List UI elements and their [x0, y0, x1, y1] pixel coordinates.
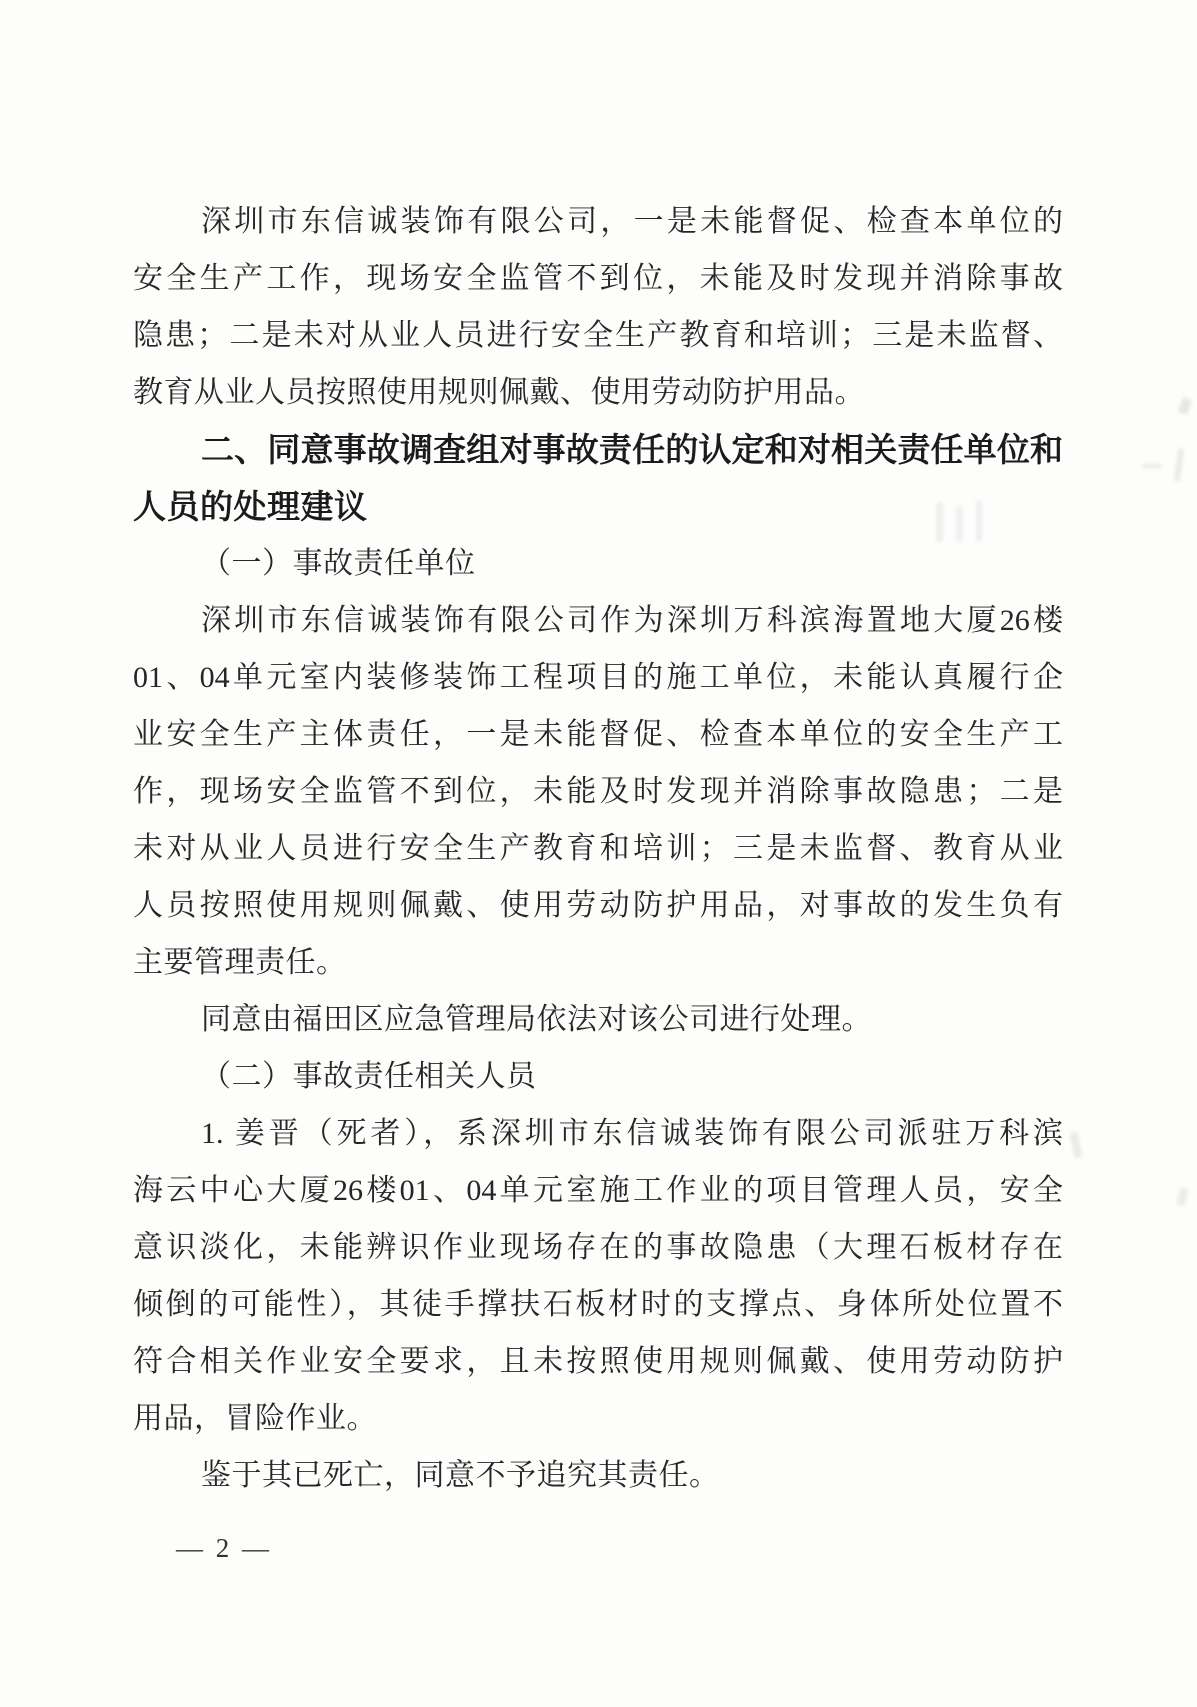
scan-artifact [1174, 448, 1185, 483]
document-line: 人员按照使用规则佩戴、使用劳动防护用品，对事故的发生负有 [133, 889, 1063, 922]
document-line: 作，现场安全监管不到位，未能及时发现并消除事故隐患；二是 [133, 775, 1063, 808]
document-line: 鉴于其已死亡，同意不予追究其责任。 [201, 1459, 720, 1492]
text-block [133, 193, 1063, 1504]
document-line: 主要管理责任。 [133, 946, 347, 979]
document-line: 未对从业人员进行安全生产教育和培训；三是未监督、教育从业 [133, 832, 1063, 865]
document-line: 1. 姜晋（死者），系深圳市东信诚装饰有限公司派驻万科滨 [201, 1117, 1063, 1150]
document-line: 符合相关作业安全要求，且未按照使用规则佩戴、使用劳动防护 [133, 1345, 1063, 1378]
document-line: 01、04单元室内装修装饰工程项目的施工单位，未能认真履行企 [133, 661, 1063, 694]
document-line: 深圳市东信诚装饰有限公司，一是未能督促、检查本单位的 [201, 205, 1063, 238]
scan-artifact [976, 500, 982, 542]
document-line: 用品，冒险作业。 [133, 1402, 377, 1435]
document-line: 隐患；二是未对从业人员进行安全生产教育和培训；三是未监督、 [133, 319, 1063, 352]
page-number: — 2 — [176, 1533, 272, 1563]
document-line: 业安全生产主体责任，一是未能督促、检查本单位的安全生产工 [133, 718, 1063, 751]
document-line: 海云中心大厦26楼01、04单元室施工作业的项目管理人员，安全 [133, 1174, 1063, 1207]
document-line: 人员的处理建议 [133, 488, 368, 525]
scan-artifact [1069, 1131, 1082, 1158]
document-line: 二、同意事故调查组对事故责任的认定和对相关责任单位和 [201, 431, 1063, 468]
scan-artifact [1142, 464, 1162, 468]
document-line: （一）事故责任单位 [201, 547, 476, 580]
scan-artifact [936, 502, 943, 542]
document-line: 倾倒的可能性），其徒手撑扶石板材时的支撑点、身体所处位置不 [133, 1288, 1063, 1321]
document-line: （二）事故责任相关人员 [201, 1060, 537, 1093]
document-line: 意识淡化，未能辨识作业现场存在的事故隐患（大理石板材存在 [133, 1231, 1063, 1264]
scan-artifact [1176, 1187, 1189, 1207]
document-line: 教育从业人员按照使用规则佩戴、使用劳动防护用品。 [133, 376, 865, 409]
document-line: 深圳市东信诚装饰有限公司作为深圳万科滨海置地大厦26楼 [201, 604, 1063, 637]
scan-artifact [956, 506, 963, 542]
scan-artifact [1178, 397, 1193, 415]
document-line: 安全生产工作，现场安全监管不到位，未能及时发现并消除事故 [133, 262, 1063, 295]
document-line: 同意由福田区应急管理局依法对该公司进行处理。 [201, 1003, 872, 1036]
